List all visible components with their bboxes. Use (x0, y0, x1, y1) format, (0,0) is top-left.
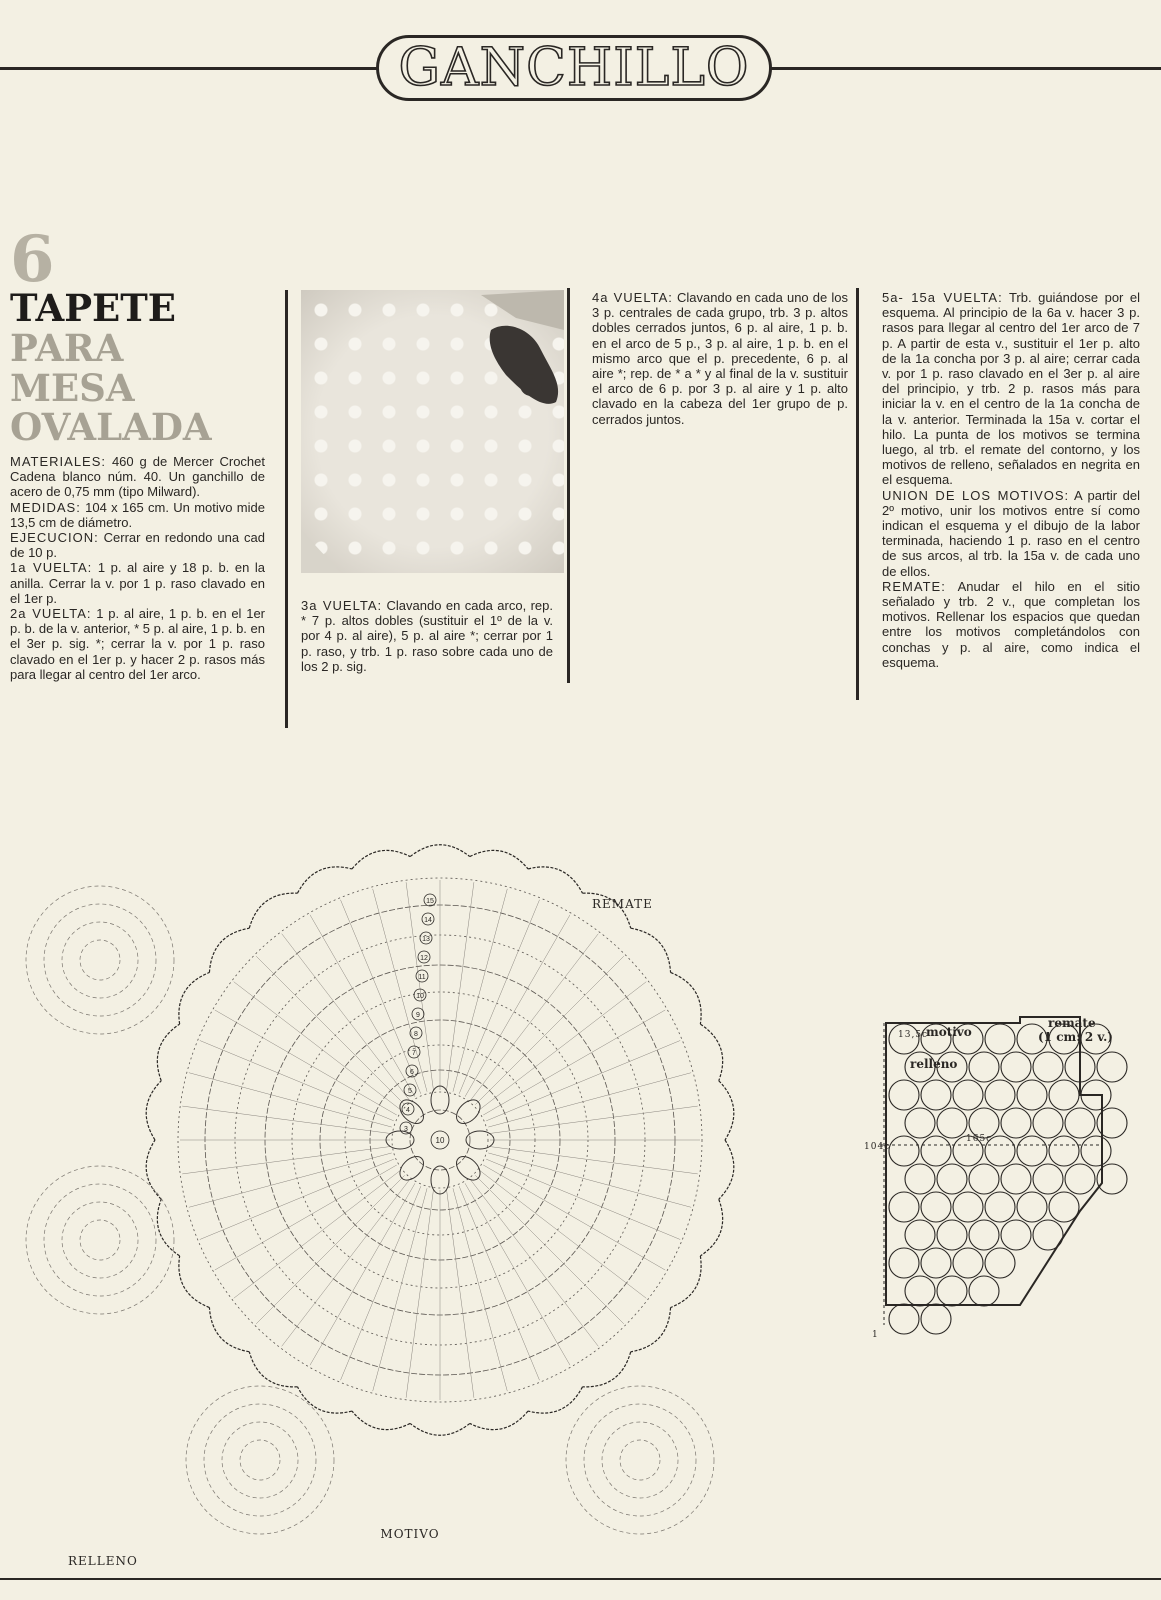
chart-spoke (486, 1159, 680, 1239)
chart-spoke (182, 1147, 390, 1174)
schema-motif-circle (1065, 1164, 1095, 1194)
schema-motif-circle (969, 1164, 999, 1194)
schema-motif-circle (905, 1164, 935, 1194)
vuelta-4-paragraph (592, 290, 848, 427)
chart-scallop (671, 972, 702, 1024)
schema-motif-circle (937, 1220, 967, 1250)
schema-motif-circle (1001, 1108, 1031, 1138)
schema-label-motivo: motivo (926, 1025, 972, 1039)
round-number: 9 (416, 1012, 420, 1019)
side-motif-ring (620, 1440, 660, 1480)
pattern-title-line-2: PARA (10, 326, 124, 370)
header-rule-right (768, 67, 1161, 70)
crochet-chart-diagram (40, 860, 800, 1568)
chart-scallop (298, 1387, 352, 1413)
medidas-label: MEDIDAS: (10, 499, 81, 515)
chart-scallop (209, 1308, 249, 1352)
chart-scallop (157, 1024, 179, 1081)
chart-spoke (341, 900, 421, 1094)
vuelta-5-paragraph (882, 290, 1140, 488)
schema-label-scale: (1 cm: 2 v.) (1038, 1030, 1113, 1044)
schema-motif-circle (889, 1192, 919, 1222)
schema-motif-circle (1081, 1136, 1111, 1166)
vuelta-5-label: 5a- 15a VUELTA: (882, 290, 1003, 305)
vuelta-4-label: 4a VUELTA: (592, 290, 673, 305)
chart-scallop (528, 1387, 582, 1413)
chart-spoke (490, 1106, 698, 1133)
materials-column (10, 454, 265, 682)
chart-spoke (341, 1186, 421, 1380)
chart-spoke (234, 982, 401, 1110)
union-label: UNION DE LOS MOTIVOS: (882, 487, 1070, 503)
chart-scallop (719, 1081, 734, 1140)
chart-spoke (310, 1183, 415, 1365)
chart-spoke (480, 1170, 647, 1298)
chart-spoke (200, 1041, 394, 1121)
union-text: A partir del 2º motivo, unir los motivos entre sí como indican el esquema y el dibujo de la labor terminada, haciendo 1 p. raso en el centro de sus arcos, al trb. la 15a v. de cada uno de ellos. (882, 487, 1140, 579)
round-5-column (882, 290, 1140, 670)
schema-motif-circle (985, 1248, 1015, 1278)
schema-label-remate: remate (1048, 1016, 1096, 1030)
chart-spoke (189, 1153, 392, 1207)
chart-scallop (298, 867, 352, 893)
round-number: 12 (420, 955, 428, 962)
round-number: 11 (418, 974, 426, 981)
chart-spoke (282, 1180, 410, 1347)
vuelta-2-paragraph (10, 606, 265, 682)
chart-spoke (465, 1183, 570, 1365)
chart-spoke (488, 1153, 691, 1207)
side-motif-ring (80, 940, 120, 980)
ejecucion-paragraph (10, 530, 265, 560)
vuelta-5-text: Trb. guiándose por el esquema. Al principio de la 6a v. hacer 3 p. rasos para llegar al centro del 1er arco de 7 p. A partir de esta v., sustituir el 1er p. alto de la 1a concha por 3 p. al aire; cerrar cada v. por 1 p. raso clavado en el 3er p. al aire del principio, y trb. 2 p. rasos más para iniciar la v. en el centro de la 1a concha de la v. anterior. Terminada la 15a v. cortar el hilo. La punta de los motivos se termina luego, al trb. el remate del contorno, y los motivos de relleno, señalados en negrita en el esquema. (882, 290, 1140, 488)
side-motif-ring (62, 1202, 138, 1278)
side-motif-ring (186, 1386, 334, 1534)
round-number: 4 (406, 1107, 410, 1114)
side-motif-ring (44, 1184, 156, 1296)
chart-spoke (215, 1165, 397, 1270)
schema-motif-circle (937, 1276, 967, 1306)
footer-rule (0, 1578, 1161, 1580)
chart-scallop (179, 1256, 210, 1308)
vuelta-1-text: 1 p. al aire y 18 p. b. en la anilla. Cerrar la v. por 1 p. raso clavado en el 1er p. (10, 560, 265, 606)
materiales-text: 460 g de Mercer Crochet Cadena blanco núm. 40. Un ganchillo de acero de 0,75 mm (tipo Milward). (10, 454, 265, 500)
chart-spoke (465, 915, 570, 1097)
section-title: GANCHILLO (398, 38, 750, 98)
schema-motif-circle (969, 1276, 999, 1306)
schema-motif-circle (1049, 1192, 1079, 1222)
chart-spoke (189, 1073, 392, 1127)
ejecucion-text: Cerrar en redondo una cad de 10 p. (10, 530, 265, 561)
side-motif-ring (240, 1440, 280, 1480)
chart-spoke (475, 1175, 623, 1323)
schema-motif-circle (921, 1136, 951, 1166)
schema-motif-circle (889, 1304, 919, 1334)
schema-motif-circle (985, 1080, 1015, 1110)
chart-spoke (447, 1190, 474, 1398)
round-4-column (592, 290, 848, 427)
round-number: 6 (410, 1069, 414, 1076)
chart-scallop (352, 1411, 410, 1430)
medidas-text: 104 x 165 cm. Un motivo mide 13,5 cm de diámetro. (10, 499, 265, 530)
schema-motif-circle (1017, 1192, 1047, 1222)
schema-motif-circle (1017, 1136, 1047, 1166)
schema-motif-circle (889, 1080, 919, 1110)
chart-scallop (719, 1140, 734, 1199)
photo-corner-shade (301, 530, 341, 573)
chart-scallop (631, 928, 671, 972)
chart-scallop (146, 1140, 161, 1199)
side-motif-ring (62, 922, 138, 998)
chart-spoke (453, 1188, 507, 1391)
chart-scallop (157, 1199, 179, 1256)
schema-motif-circle (921, 1192, 951, 1222)
schema-motif-dimension: 13,5c (898, 1030, 929, 1040)
side-motif-ring (26, 886, 174, 1034)
vuelta-3-text: Clavando en cada arco, rep. * 7 p. altos dobles (sustituir el 1º de la v. por 4 p. al aire), 5 p. al aire *; cerrar por 1 p. raso, y trb. 1 p. raso sobre cada uno de los 2 p. sig. (301, 598, 554, 674)
round-number: 8 (414, 1031, 418, 1038)
round-number: 3 (404, 1126, 408, 1133)
chart-spoke (486, 1041, 680, 1121)
schema-motif-circle (953, 1080, 983, 1110)
round-number: 13 (422, 936, 430, 943)
finished-doily-photo (301, 290, 564, 573)
chart-spoke (483, 1010, 665, 1115)
chart-scallop (700, 1199, 722, 1256)
chart-spoke (490, 1147, 698, 1174)
column-rule-2 (567, 288, 570, 683)
chart-spoke (256, 956, 404, 1104)
schema-motif-circle (953, 1248, 983, 1278)
layout-schema (864, 1015, 1140, 1355)
chart-scallop (528, 867, 582, 893)
schema-motif-circle (969, 1052, 999, 1082)
schema-height-dimension: 104c (864, 1142, 891, 1152)
schema-motif-circle (985, 1024, 1015, 1054)
round-number: 15 (426, 898, 434, 905)
chart-scallop (470, 1411, 528, 1430)
pattern-title-line-4: OVALADA (10, 405, 212, 449)
vuelta-4-text: Clavando en cada uno de los 3 p. centrales de cada grupo, trb. 3 p. altos dobles cerrados juntos, 6 p. al aire, 1 p. b. en el arco de 5 p., 3 p. al aire, 1 p. b. en el mismo arco que el p. precedente, 6 p. al aire *; rep. de * a * y al final de la v. sustituir el arco de 6 p. por 3 p. al aire y 1 p. alto clavado en la cabeza del 1er grupo de p. cerrados juntos. (592, 290, 849, 427)
chart-scallop (209, 928, 249, 972)
chart-spoke (234, 1170, 401, 1298)
chart-scallop (700, 1024, 722, 1081)
schema-motif-circle (1033, 1108, 1063, 1138)
schema-motif-circle (1065, 1108, 1095, 1138)
diagram-label-remate: REMATE (592, 897, 653, 911)
side-motif-ring (602, 1422, 678, 1498)
schema-motif-circle (937, 1108, 967, 1138)
side-motif-ring (204, 1404, 316, 1516)
header-rule-left (0, 67, 380, 70)
chart-petal (431, 1166, 449, 1194)
schema-motif-circle (921, 1248, 951, 1278)
side-motif-ring (44, 904, 156, 1016)
diagram-label-relleno: RELLENO (68, 1554, 138, 1568)
schema-motif-circle (889, 1136, 919, 1166)
chart-scallop (583, 1352, 631, 1387)
chart-spoke (475, 956, 623, 1104)
column-rule-3 (856, 288, 859, 700)
schema-motif-circle (937, 1164, 967, 1194)
section-title-box (376, 35, 772, 101)
chart-spoke (459, 900, 539, 1094)
chart-scallop (146, 1081, 161, 1140)
schema-motif-circle (969, 1220, 999, 1250)
chart-scallop (631, 1308, 671, 1352)
center-mark: 10 (435, 1136, 445, 1145)
chart-spoke (256, 1175, 404, 1323)
chart-spoke (182, 1106, 390, 1133)
remate-label: REMATE: (882, 578, 946, 594)
chart-scallop (410, 845, 470, 857)
schema-motif-circle (921, 1304, 951, 1334)
remate-paragraph (882, 579, 1140, 670)
schema-motif-circle (1001, 1220, 1031, 1250)
chart-spoke (453, 889, 507, 1092)
schema-motif-circle (889, 1248, 919, 1278)
pattern-number: 6 (10, 222, 55, 297)
chart-spoke (483, 1165, 665, 1270)
chart-scallop (249, 893, 297, 928)
round-3-column (301, 598, 553, 674)
schema-width-dimension: 165c (966, 1134, 993, 1144)
doily-photo-drawing (301, 290, 564, 573)
chart-scallop (249, 1352, 297, 1387)
chart-petal (386, 1131, 414, 1149)
chart-spoke (447, 882, 474, 1090)
schema-motif-circle (905, 1108, 935, 1138)
materiales-paragraph (10, 454, 265, 500)
chart-scallop (352, 850, 410, 869)
chart-spoke (282, 934, 410, 1101)
schema-motif-circle (905, 1220, 935, 1250)
chart-spoke (459, 1186, 539, 1380)
chart-spoke (480, 982, 647, 1110)
schema-motif-circle (1049, 1080, 1079, 1110)
side-motif-ring (566, 1386, 714, 1534)
chart-spoke (488, 1073, 691, 1127)
schema-motif-circle (1049, 1136, 1079, 1166)
side-motif-ring (80, 1220, 120, 1260)
chart-spoke (200, 1159, 394, 1239)
schema-motif-circle (1097, 1052, 1127, 1082)
vuelta-1-paragraph (10, 560, 265, 606)
chart-spoke (406, 1190, 433, 1398)
chart-spoke (373, 889, 427, 1092)
schema-motif-circle (953, 1192, 983, 1222)
ejecucion-label: EJECUCION: (10, 530, 99, 546)
chart-spoke (470, 934, 598, 1101)
chart-spoke (470, 1180, 598, 1347)
chart-scallop (179, 972, 210, 1024)
chart-spoke (310, 915, 415, 1097)
vuelta-3-paragraph (301, 598, 553, 674)
pattern-title-line-3: MESA (10, 366, 135, 410)
materiales-label: MATERIALES: (10, 454, 107, 469)
schema-label-relleno: relleno (910, 1057, 958, 1071)
chart-scallop (671, 1256, 702, 1308)
round-number: 5 (408, 1088, 412, 1095)
chart-scallop (470, 850, 528, 869)
vuelta-2-label: 2a VUELTA: (10, 606, 92, 622)
round-number: 7 (412, 1050, 416, 1057)
vuelta-3-label: 3a VUELTA: (301, 598, 383, 613)
schema-motif-circle (1001, 1164, 1031, 1194)
pattern-title-line-1: TAPETE (10, 286, 176, 330)
vuelta-2-text: 1 p. al aire, 1 p. b. en el 1er p. b. de la v. anterior, * 5 p. al aire, 1 p. b. en el 3er p. sig. *; cerrar la v. por 1 p. raso clavado en el 1er p. y hacer 2 p. rasos más para llegar al centro del 1er arco. (10, 606, 265, 682)
schema-motif-circle (1001, 1052, 1031, 1082)
schema-motif-circle (1017, 1080, 1047, 1110)
chart-spoke (215, 1010, 397, 1115)
medidas-paragraph (10, 500, 265, 530)
schema-motif-circle (905, 1276, 935, 1306)
schema-motif-circle (1033, 1052, 1063, 1082)
round-number: 14 (424, 917, 432, 924)
side-motif-ring (222, 1422, 298, 1498)
union-paragraph (882, 488, 1140, 579)
chart-spoke (373, 1188, 427, 1391)
vuelta-1-label: 1a VUELTA: (10, 560, 93, 576)
schema-motif-circle (921, 1080, 951, 1110)
remate-text: Anudar el hilo en el sitio señalado y trb. 2 v., que completan los motivos. Rellenar los espacios que quedan entre los motivos completándolos con conchas y p. al aire, como indica el esquema. (882, 578, 1140, 670)
schema-corner-mark: 1 (872, 1330, 879, 1340)
chart-scallop (410, 1423, 470, 1435)
round-number: 10 (416, 993, 424, 1000)
schema-motif-circle (1033, 1164, 1063, 1194)
book-shape (481, 290, 564, 330)
diagram-label-motivo: MOTIVO (380, 1527, 440, 1541)
column-rule-1 (285, 290, 288, 728)
side-motif-ring (584, 1404, 696, 1516)
schema-motif-circle (985, 1192, 1015, 1222)
